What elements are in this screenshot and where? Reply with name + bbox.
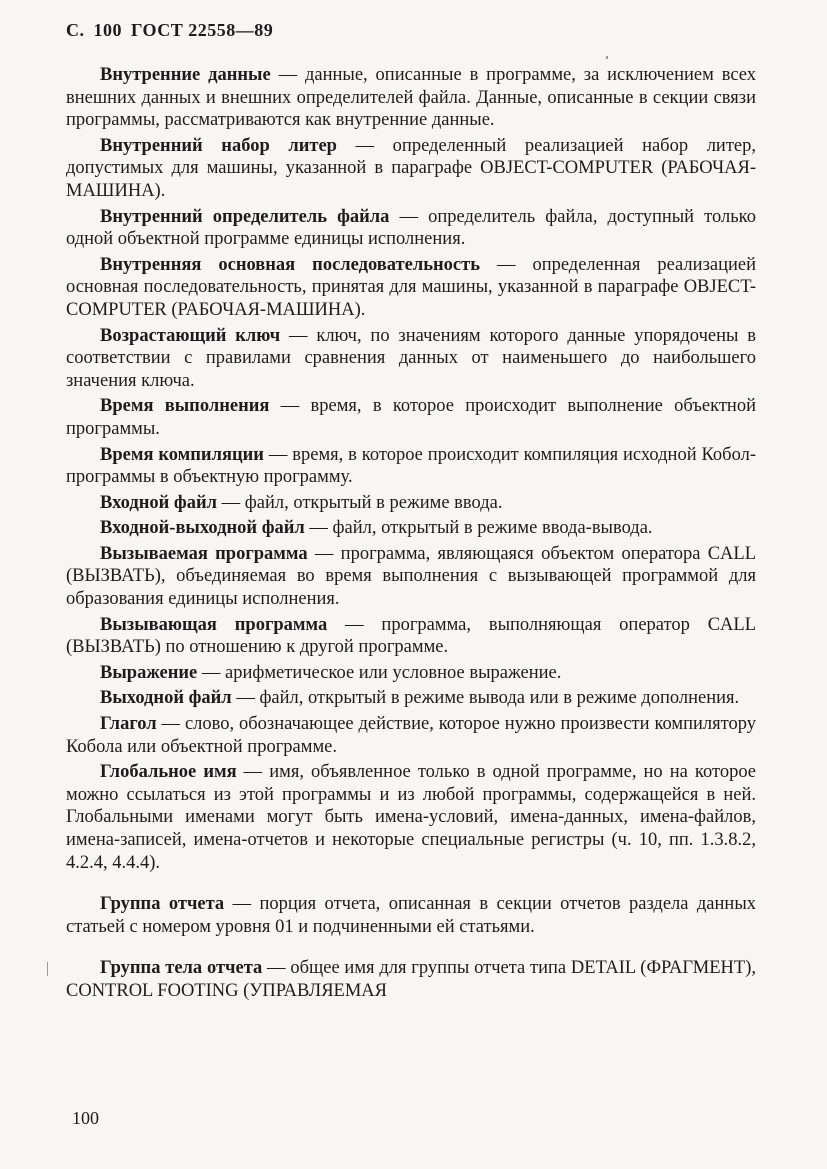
- glossary-entry: [66, 517, 756, 540]
- glossary-definition: — программа, являющаяся объектом оператора CALL (ВЫЗВАТЬ), объединяемая во время выполнения с вызывающей программой для образования единицы исполнения.: [66, 543, 757, 610]
- glossary-term: Внутренние данные: [100, 65, 271, 85]
- glossary-term: Входной-выходной файл: [100, 518, 305, 539]
- glossary-term: Группа отчета: [100, 894, 225, 915]
- glossary-definition: — время, в которое происходит выполнение объектной программы.: [66, 396, 756, 439]
- glossary-entry: [66, 761, 756, 874]
- page-number: 100: [72, 1108, 99, 1128]
- glossary-term: Время компиляции: [100, 444, 264, 465]
- glossary-term: Вызываемая программа: [100, 543, 308, 564]
- header-page: 100: [93, 20, 122, 40]
- header-prefix: С.: [66, 20, 85, 40]
- glossary-entry: [66, 662, 756, 685]
- glossary-definition: — программа, выполняющая оператор CALL (ВЫЗВАТЬ) по отношению к другой программе.: [66, 614, 756, 658]
- glossary-term: Группа тела отчета: [100, 958, 263, 979]
- glossary-entry: [66, 135, 756, 203]
- glossary-entry: [66, 395, 756, 440]
- glossary-entry: [66, 325, 756, 393]
- glossary-definition: — файл, открытый в режиме вывода или в режиме дополнения.: [231, 688, 740, 709]
- glossary-definition: — ключ, по значениям которого данные упорядочены в соответствии с правилами сравнения данных от наименьшего до наибольшего значения ключа.: [66, 325, 756, 391]
- glossary-term: Возрастающий ключ: [100, 325, 281, 346]
- glossary-definition: — файл, открытый в режиме ввода-вывода.: [304, 518, 653, 539]
- glossary-term: Вызывающая программа: [100, 614, 328, 635]
- glossary-term: Выходной файл: [100, 688, 232, 709]
- header-standard: ГОСТ 22558—89: [131, 20, 274, 40]
- glossary-entry: [66, 893, 756, 938]
- glossary-term: Выражение: [100, 662, 198, 683]
- glossary-entry: [66, 254, 756, 322]
- glossary-definition: — арифметическое или условное выражение.: [197, 662, 562, 683]
- glossary-definition: — время, в которое происходит компиляция исходной Кобол-программы в объектную программу.: [66, 444, 756, 488]
- glossary-term: Глагол: [100, 714, 157, 735]
- glossary-term: Внутренний определитель файла: [100, 206, 390, 227]
- glossary-entry: [66, 492, 756, 515]
- glossary-term: Внутренний набор литер: [100, 135, 337, 156]
- glossary-term: Входной файл: [100, 492, 217, 513]
- glossary-entry: [66, 687, 756, 710]
- scan-mark: [47, 962, 48, 976]
- glossary-entry: [66, 957, 756, 1002]
- glossary-definition: — слово, обозначающее действие, которое нужно произвести компилятору Кобола или объектной программе.: [66, 714, 756, 757]
- glossary-definition: — определенная реализацией основная последовательность, принятая для машины, указанной в параграфе OBJECT-COMPUTER (РАБОЧАЯ-МАШИНА).: [66, 254, 756, 320]
- glossary-entry: [66, 543, 756, 611]
- glossary-definition: — имя, объявленное только в одной программе, но на которое можно ссылаться из этой программы и из любой программы, содержащейся в ней. Глобальными именами могут быть имена-условий, имена-данных, имена-файлов, имена-записей, имена-отчетов и некоторые специальные регистры (ч. 10, пп. 1.3.8.2, 4.2.4, 4.4.4).: [66, 762, 757, 873]
- glossary-definition: — определитель файла, доступный только одной объектной программе единицы исполнения.: [66, 206, 756, 250]
- glossary-entry: [66, 64, 756, 132]
- scan-mark: [606, 56, 608, 59]
- glossary-term: Время выполнения: [100, 396, 270, 417]
- page-header: [66, 20, 282, 41]
- glossary-entry: [66, 713, 756, 758]
- glossary-definition: — порция отчета, описанная в секции отчетов раздела данных статьей с номером уровня 01 и подчиненными ей статьями.: [66, 894, 756, 937]
- glossary-term: Внутренняя основная последовательность: [100, 254, 480, 275]
- glossary-body: [66, 64, 756, 1006]
- glossary-definition: — определенный реализацией набор литер, допустимых для машины, указанной в параграфе OBJECT-COMPUTER (РАБОЧАЯ-МАШИНА).: [66, 135, 756, 201]
- glossary-entry: [66, 206, 756, 251]
- glossary-definition: — файл, открытый в режиме ввода.: [217, 492, 503, 513]
- glossary-term: Глобальное имя: [100, 762, 237, 783]
- glossary-entry: [66, 614, 756, 659]
- glossary-definition: — данные, описанные в программе, за исключением всех внешних данных и внешних определителей файла. Данные, описанные в секции связи программы, рассматриваются как внутренние данные.: [66, 65, 756, 131]
- glossary-entry: [66, 444, 756, 489]
- glossary-definition: — общее имя для группы отчета типа DETAIL (ФРАГМЕНТ), CONTROL FOOTING (УПРАВЛЯЕМАЯ: [66, 958, 756, 1001]
